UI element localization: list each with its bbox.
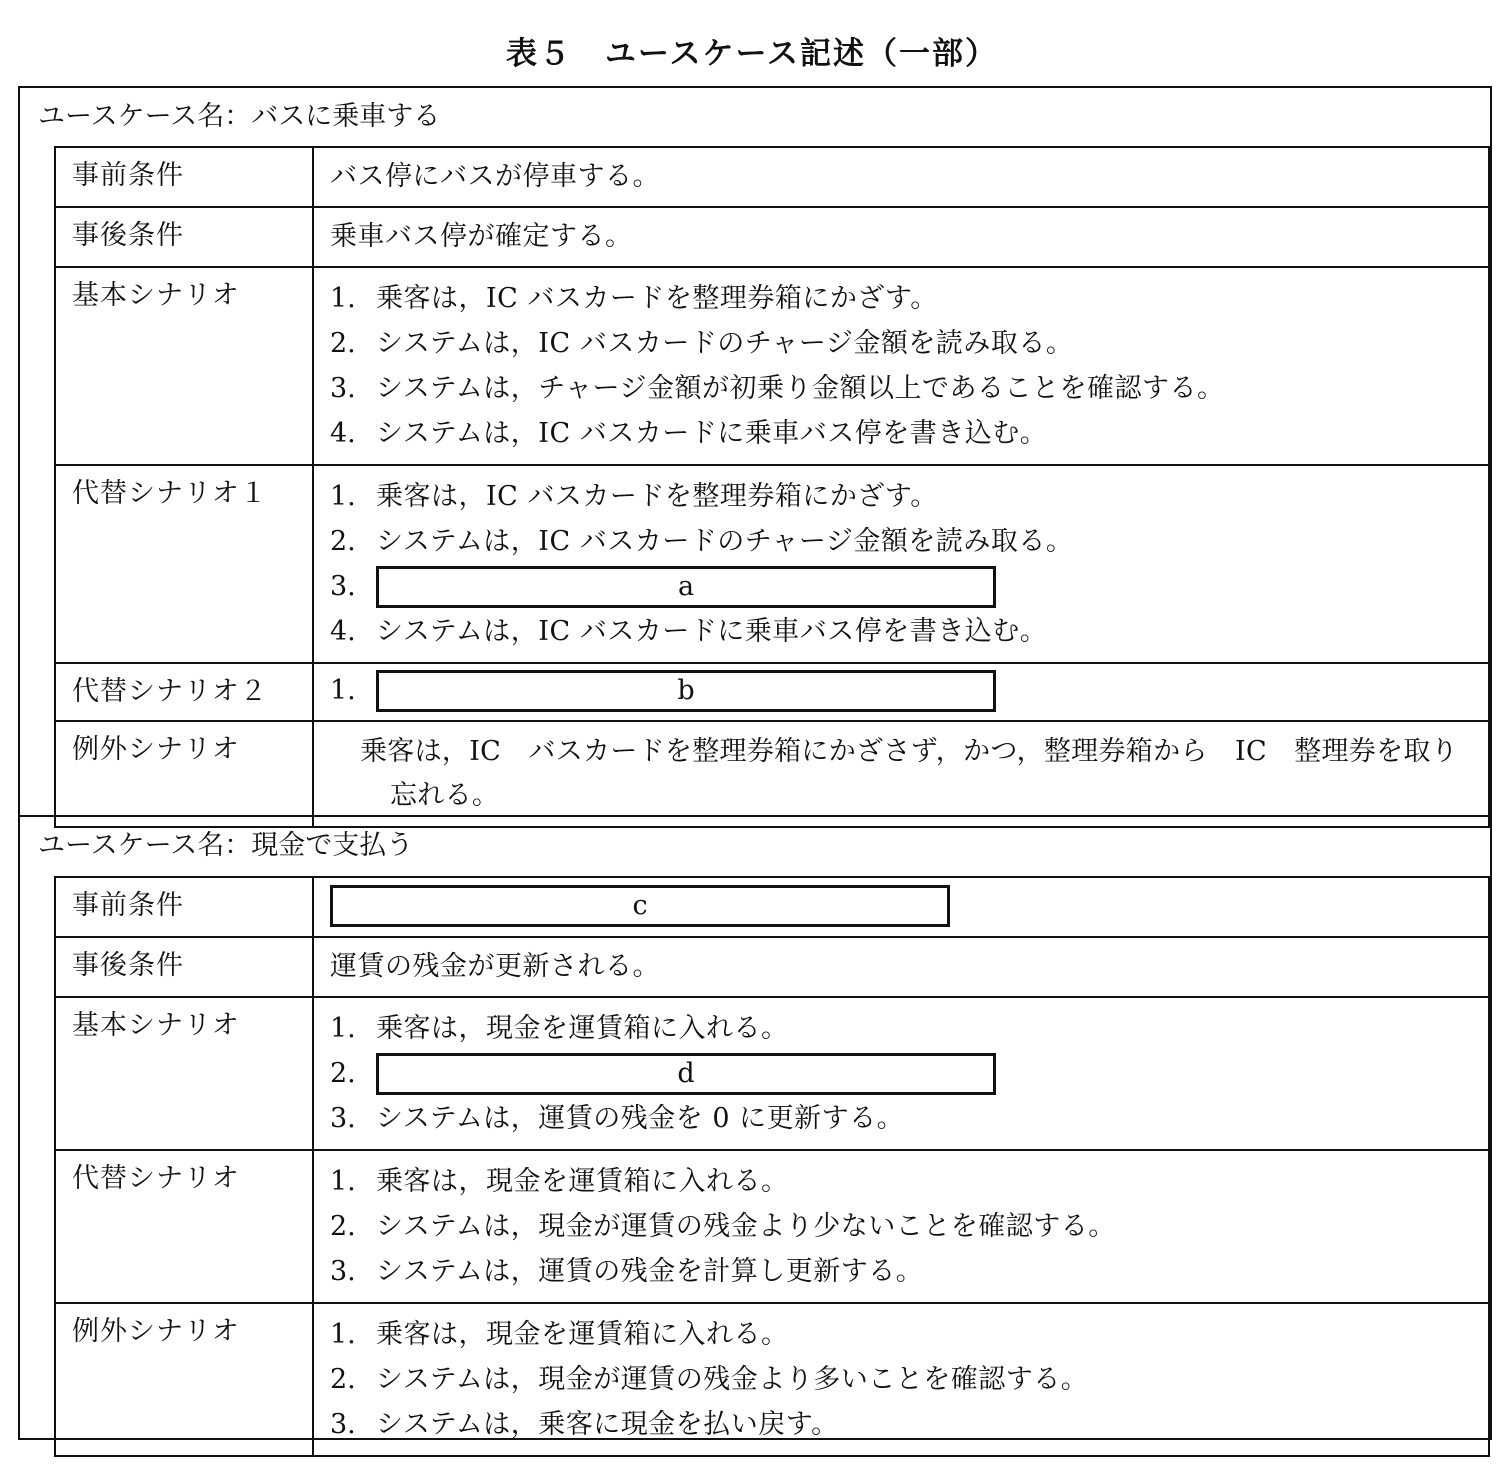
scenario-step <box>330 1096 1488 1141</box>
table-title: 表５ ユースケース記述（一部） <box>506 36 998 72</box>
scenario-step <box>330 366 1488 411</box>
step-number: 1. <box>330 675 356 706</box>
step-number: 2. <box>330 1364 356 1395</box>
scenario-step <box>330 474 1488 519</box>
postcondition-text: 乗車バス停が確定する。 <box>330 221 633 252</box>
scenario-step <box>360 730 1488 818</box>
scenario-step <box>330 1357 1488 1402</box>
scenario-step <box>330 1051 1488 1096</box>
scenario-step <box>330 519 1488 564</box>
blank-box-b: b <box>376 670 996 712</box>
step-text: システムは，IC バスカードに乗車バス停を書き込む。 <box>376 418 1048 449</box>
use-case-table-1 <box>54 146 1490 828</box>
row-label: 基本シナリオ <box>55 267 313 465</box>
step-number: 2. <box>330 1211 356 1242</box>
table-row <box>55 147 1489 207</box>
table-row <box>55 207 1489 267</box>
table-row <box>55 465 1489 663</box>
step-number: 1. <box>330 1319 356 1350</box>
step-text: システムは，IC バスカードに乗車バス停を書き込む。 <box>376 616 1048 647</box>
table-row <box>55 1150 1489 1303</box>
blank-box-d: d <box>376 1053 996 1095</box>
row-label: 事前条件 <box>55 877 313 937</box>
row-label: 事後条件 <box>55 937 313 997</box>
step-number: 3. <box>330 1409 356 1440</box>
use-case-name-2: ユースケース名：現金で支払う <box>38 830 414 861</box>
scenario-step <box>330 564 1488 609</box>
step-number: 1. <box>330 1166 356 1197</box>
table-row <box>55 1303 1489 1456</box>
scenario-step <box>330 1402 1488 1447</box>
step-text: システムは，チャージ金額が初乗り金額以上であることを確認する。 <box>376 373 1225 404</box>
scenario-step <box>330 1204 1488 1249</box>
step-number: 1. <box>330 1013 356 1044</box>
step-text: システムは，現金が運賃の残金より少ないことを確認する。 <box>376 1211 1116 1242</box>
step-number: 2. <box>330 526 356 557</box>
scenario-step <box>330 276 1488 321</box>
precondition-text: バス停にバスが停車する。 <box>330 161 660 192</box>
scenario-step <box>330 321 1488 366</box>
scenario-step <box>330 1159 1488 1204</box>
row-content <box>313 267 1489 465</box>
row-label: 事前条件 <box>55 147 313 207</box>
step-text: システムは，IC バスカードのチャージ金額を読み取る。 <box>376 328 1074 359</box>
row-content <box>313 1150 1489 1303</box>
row-label: 代替シナリオ２ <box>55 663 313 721</box>
row-label: 代替シナリオ <box>55 1150 313 1303</box>
row-content <box>313 147 1489 207</box>
step-text: システムは，現金が運賃の残金より多いことを確認する。 <box>376 1364 1089 1395</box>
step-text: 乗客は，現金を運賃箱に入れる。 <box>376 1166 789 1197</box>
row-content <box>313 877 1489 937</box>
scenario-step <box>330 411 1488 456</box>
step-text: システムは，乗客に現金を払い戻す。 <box>376 1409 839 1440</box>
postcondition-text: 運賃の残金が更新される。 <box>330 951 660 982</box>
step-text: システムは，運賃の残金を計算し更新する。 <box>376 1256 924 1287</box>
row-content <box>313 997 1489 1150</box>
step-number: 3. <box>330 1103 356 1134</box>
row-content <box>313 465 1489 663</box>
scenario-step <box>330 1249 1488 1294</box>
row-content <box>313 663 1489 721</box>
table-row <box>55 267 1489 465</box>
step-number: 4. <box>330 616 356 647</box>
step-number: 4. <box>330 418 356 449</box>
table-row <box>55 721 1489 827</box>
step-number: 2. <box>330 1058 356 1089</box>
use-case-table-2 <box>54 876 1490 1457</box>
step-text: 乗客は，現金を運賃箱に入れる。 <box>376 1319 789 1350</box>
table-row <box>55 663 1489 721</box>
scenario-step <box>330 1312 1488 1357</box>
step-number: 1. <box>330 481 356 512</box>
step-number: 3. <box>330 571 356 602</box>
table-row <box>55 997 1489 1150</box>
row-label: 代替シナリオ１ <box>55 465 313 663</box>
row-label: 事後条件 <box>55 207 313 267</box>
step-text: システムは，IC バスカードのチャージ金額を読み取る。 <box>376 526 1074 557</box>
blank-box-a: a <box>376 566 996 608</box>
step-text: システムは，運賃の残金を 0 に更新する。 <box>376 1103 905 1134</box>
step-number: 3. <box>330 1256 356 1287</box>
row-label: 例外シナリオ <box>55 1303 313 1456</box>
blank-box-c: c <box>330 885 950 927</box>
step-text: 乗客は，IC バスカードを整理券箱にかざす。 <box>376 481 938 512</box>
row-label: 基本シナリオ <box>55 997 313 1150</box>
step-number: 3. <box>330 373 356 404</box>
step-text: 乗客は，現金を運賃箱に入れる。 <box>376 1013 789 1044</box>
scenario-step <box>330 882 1488 927</box>
step-number: 2. <box>330 328 356 359</box>
row-content <box>313 1303 1489 1456</box>
scenario-step <box>330 668 1488 713</box>
row-label: 例外シナリオ <box>55 721 313 827</box>
row-content <box>313 207 1489 267</box>
step-text: 乗客は，IC バスカードを整理券箱にかざす。 <box>376 283 938 314</box>
scenario-step <box>330 609 1488 654</box>
row-content <box>313 721 1489 827</box>
table-row <box>55 937 1489 997</box>
step-text: 乗客は，IC バスカードを整理券箱にかざさず，かつ，整理券箱から IC 整理券を取り忘れる。 <box>360 736 1459 811</box>
use-case-name-1: ユースケース名：バスに乗車する <box>38 101 441 132</box>
table-row <box>55 877 1489 937</box>
scenario-step <box>330 1006 1488 1051</box>
step-number: 1. <box>330 283 356 314</box>
row-content <box>313 937 1489 997</box>
